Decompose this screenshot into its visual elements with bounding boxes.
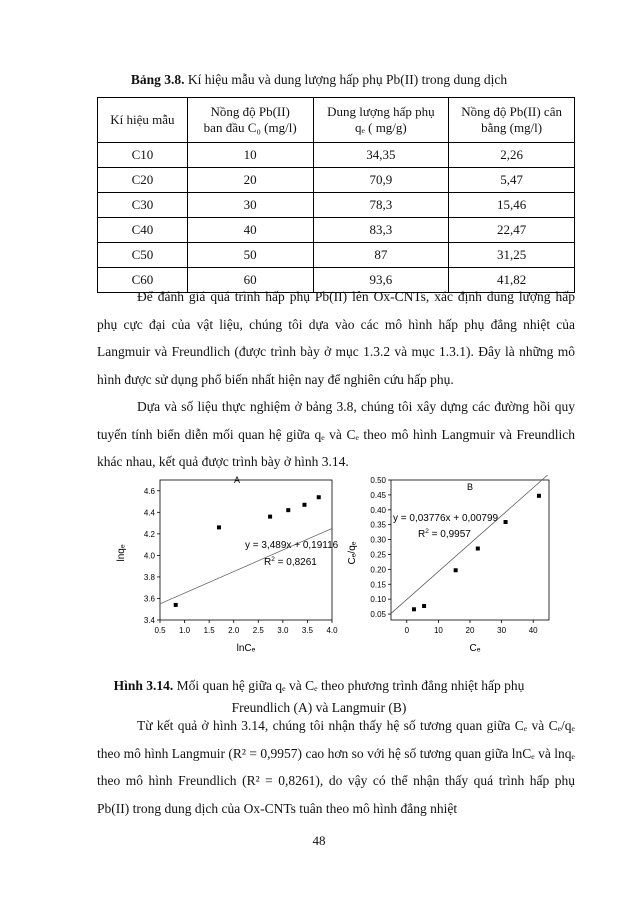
chart-b (345, 475, 560, 665)
chart-a-equation: y = 3,489x + 0,19116 (245, 540, 339, 551)
y-tick-label: 0.15 (370, 580, 386, 590)
fit-line (391, 475, 549, 613)
table-cell: 87 (313, 243, 449, 268)
table-cell: 41,82 (449, 268, 575, 293)
table-cell: 20 (187, 168, 313, 193)
data-point (537, 494, 541, 498)
y-tick-label: 0.35 (370, 520, 386, 530)
y-tick-label: 4.0 (143, 551, 155, 561)
body-text-1 (97, 283, 575, 476)
table-cell: 10 (187, 143, 313, 168)
chart-a-panel-label: A (233, 475, 241, 485)
data-point (268, 515, 272, 519)
x-tick-label: 2.0 (228, 626, 240, 635)
data-point (302, 503, 306, 507)
y-tick-label: 0.50 (370, 476, 386, 485)
x-tick-label: 0.5 (154, 626, 166, 635)
table-header-cell: Nồng độ Pb(II) ban đầu C₀ (mg/l) (187, 98, 313, 143)
y-tick-label: 0.05 (370, 610, 386, 620)
data-point (422, 604, 426, 608)
y-tick-label: 4.6 (143, 486, 155, 496)
table-cell: 15,46 (449, 193, 575, 218)
chart-b-r2: $R^2 = 0,9957$ (418, 528, 471, 540)
table-cell: 34,35 (313, 143, 449, 168)
body-text-2 (97, 712, 575, 822)
y-tick-label: 0.25 (370, 550, 386, 560)
table-cell: 60 (187, 268, 313, 293)
page-number: 48 (312, 833, 326, 848)
x-tick-label: 3.5 (301, 626, 313, 635)
table-caption-label: Bảng 3.8. (130, 72, 185, 87)
figure-caption-label: Hình 3.14. (113, 678, 174, 693)
figure-caption-line2: Freundlich (A) và Langmuir (B) (231, 700, 407, 715)
table-cell: C20 (98, 168, 188, 193)
data-point (454, 568, 458, 572)
figure-caption (60, 678, 578, 716)
table-row (98, 143, 575, 168)
y-tick-label: 0.40 (370, 505, 386, 515)
table-cell: 50 (187, 243, 313, 268)
y-tick-label: 0.20 (370, 565, 386, 575)
x-tick-label: 20 (465, 626, 475, 635)
table-header-row (98, 98, 575, 143)
paragraph: Từ kết quả ở hình 3.14, chúng tôi nhận thấy hệ số tương quan giữa Cₑ và Cₑ/qₑ theo mô hình Langmuir (R² = 0,9957) cao hơn so với hệ số tương quan giữa lnCₑ và lnqₑ theo mô hình Freundlich (R² = 0,8261), do vậy có thể nhận thấy quá trình hấp phụ Pb(II) trong dung dịch của Ox-CNTs tuân theo mô hình đẳng nhiệt (97, 718, 575, 816)
table-row (98, 168, 575, 193)
x-tick-label: 40 (528, 626, 538, 635)
paragraph: Dựa và số liệu thực nghiệm ở bảng 3.8, chúng tôi xây dựng các đường hồi quy tuyến tính biển diễn mối quan hệ giữa qₑ và Cₑ theo mô hình Langmuir và Freundlich khác nhau, kết quả được trình bày ở hình 3.14. (97, 399, 575, 469)
table-cell: 31,25 (449, 243, 575, 268)
table-cell: C10 (98, 143, 188, 168)
table-row (98, 218, 575, 243)
chart-b-panel-label: B (466, 482, 474, 492)
table-cell: 2,26 (449, 143, 575, 168)
y-tick-label: 4.2 (143, 529, 155, 539)
table-header-cell: Kí hiệu mẫu (98, 98, 188, 143)
chart-b-xlabel: Cₑ (469, 643, 481, 654)
data-point (476, 547, 480, 551)
data-point (412, 607, 416, 611)
x-tick-label: 30 (497, 626, 507, 635)
table-cell: 78,3 (313, 193, 449, 218)
table-cell: 40 (187, 218, 313, 243)
table-cell: C40 (98, 218, 188, 243)
chart-a-r2: $R^2 = 0,8261$ (264, 556, 317, 568)
table-caption-text: Kí hiệu mẫu và dung lượng hấp phụ Pb(II) trong dung dịch (187, 72, 508, 87)
table-row (98, 243, 575, 268)
table-cell: 5,47 (449, 168, 575, 193)
table-cell: 22,47 (449, 218, 575, 243)
data-point (504, 520, 508, 524)
y-tick-label: 0.10 (370, 595, 386, 605)
y-tick-label: 3.8 (143, 572, 155, 582)
table-cell: 83,3 (313, 218, 449, 243)
table-cell: 70,9 (313, 168, 449, 193)
chart-a-xlabel: lnCₑ (236, 643, 256, 654)
table-cell: C60 (98, 268, 188, 293)
chart-b-frame (391, 480, 549, 620)
chart-a (110, 475, 345, 665)
y-tick-label: 3.6 (143, 594, 155, 604)
chart-b-equation: y = 0,03776x + 0,00799 (393, 513, 499, 524)
paragraph: Để đánh giá quá trình hấp phụ Pb(II) lên Ox-CNTs, xác định dung lượng hấp phụ cực đại của vật liệu, chúng tôi dựa vào các mô hình hấp phụ đẳng nhiệt của Langmuir và Freundlich (được trình bày ở mục 1.3.2 và mục 1.3.1). Đây là những mô hình được sử dụng phổ biến nhất hiện nay để nghiên cứu hấp phụ. (97, 289, 575, 387)
data-point (217, 525, 221, 529)
table-cell: 93,6 (313, 268, 449, 293)
table-header-cell: Nồng độ Pb(II) cân bằng (mg/l) (449, 98, 575, 143)
x-tick-label: 1.5 (203, 626, 215, 635)
table-cell: 30 (187, 193, 313, 218)
y-tick-label: 4.4 (143, 508, 155, 518)
x-tick-label: 2.5 (252, 626, 264, 635)
table-row (98, 193, 575, 218)
table-header-cell: Dung lượng hấp phụ qₑ ( mg/g) (313, 98, 449, 143)
chart-b-ylabel: Cₑ/qₑ (347, 541, 358, 565)
x-tick-label: 4.0 (326, 626, 338, 635)
x-tick-label: 3.0 (277, 626, 289, 635)
y-tick-label: 0.45 (370, 490, 386, 500)
figure-caption-line1: Mối quan hệ giữa qₑ và Cₑ theo phương trình đẳng nhiệt hấp phụ (176, 678, 525, 693)
data-point (317, 495, 321, 499)
table-cell: C30 (98, 193, 188, 218)
data-table (97, 97, 575, 293)
table-caption (60, 72, 578, 88)
y-tick-label: 0.30 (370, 535, 386, 545)
data-point (174, 603, 178, 607)
x-tick-label: 10 (433, 626, 443, 635)
data-point (286, 508, 290, 512)
x-tick-label: 1.0 (179, 626, 191, 635)
chart-a-ylabel: lnqₑ (116, 544, 127, 562)
y-tick-label: 3.4 (143, 616, 155, 625)
table-cell: C50 (98, 243, 188, 268)
x-tick-label: 0 (404, 626, 410, 635)
